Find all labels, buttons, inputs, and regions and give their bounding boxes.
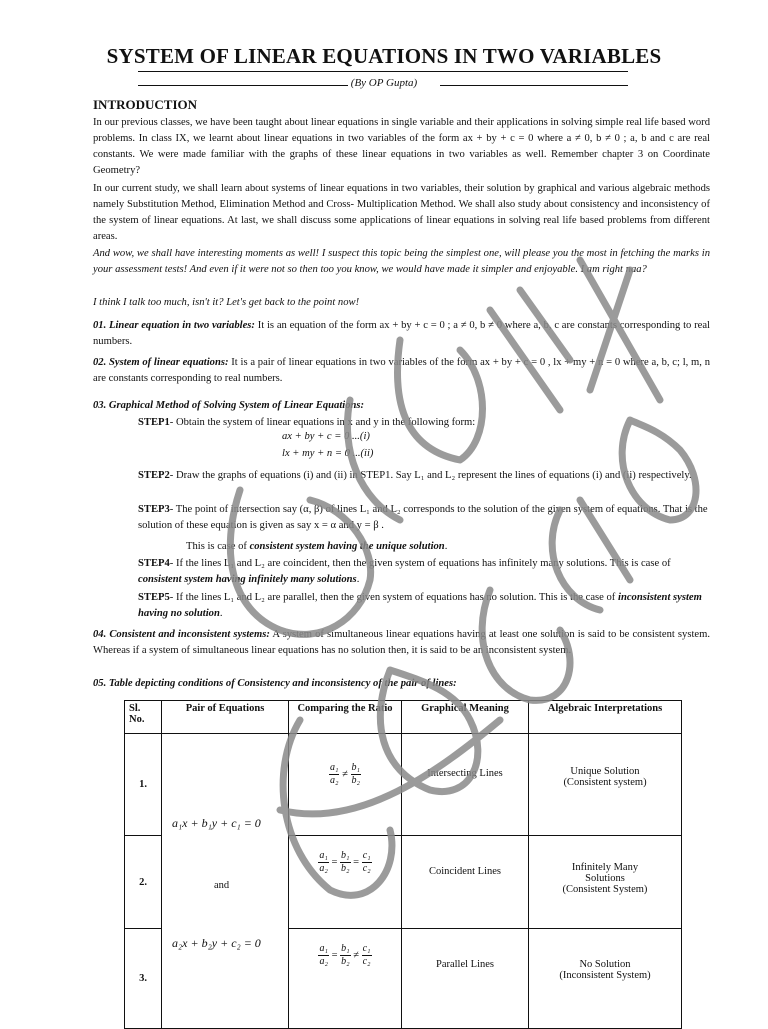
algebraic-line: (Consistent system) (563, 777, 647, 788)
step-3-label: STEP3 (138, 504, 170, 515)
step-1-text: - Obtain the system of linear equations in x and y in the following form: (169, 417, 476, 428)
table-header: Algebraic Interpretations (529, 701, 682, 734)
table-cell-algebraic (529, 734, 682, 836)
step-3-note-prefix: This is case of (186, 541, 250, 552)
ratio-c: $\frac{\text{c₁}}{\text{c₂}}$ (362, 943, 371, 967)
section-02 (93, 355, 710, 387)
table-cell-graphical: Intersecting Lines (402, 734, 529, 836)
algebraic-line: Solutions (585, 873, 625, 884)
step-2-label: STEP2 (138, 470, 170, 481)
ratio-sign: = (331, 856, 338, 868)
section-01 (93, 318, 710, 350)
ratio-a: $\frac{\text{a₁}}{\text{a₂}}$ (330, 762, 339, 786)
intro-paragraph-3: And wow, we shall have interesting moments as well! I suspect this topic being the simplest one, will please you the most in fetching the marks in your assessment tests! And even if it were not so then too you know, we would have made it simpler and enjoyable. I am right naa? (93, 248, 710, 275)
table-cell-ratio (289, 836, 402, 929)
section-05-heading (93, 676, 710, 692)
step-4-text: - If the lines L₁ and L₂ are coincident, then the given system of equations has infinitely many solutions. This is case of (169, 558, 671, 569)
ratio-c: $\frac{\text{c₁}}{\text{c₂}}$ (362, 850, 371, 874)
ratio-sign: = (331, 949, 338, 961)
page-title: SYSTEM OF LINEAR EQUATIONS IN TWO VARIABLES (106, 44, 662, 68)
intro-heading: INTRODUCTION (93, 97, 198, 112)
section-01-heading: 01. Linear equation in two variables: (93, 320, 255, 331)
algebraic-line: Infinitely Many (571, 862, 639, 873)
step-5-label: STEP5 (138, 592, 170, 603)
step-1 (138, 415, 710, 431)
section-05-heading-text: 05. Table depicting conditions of Consistency and inconsistency of the pair of lines: (93, 678, 457, 689)
table-header-row (125, 701, 682, 734)
title-underline (138, 71, 628, 72)
algebraic-line: No Solution (579, 959, 631, 970)
intro-paragraph-2: In our current study, we shall learn about systems of linear equations in two variables, their solution by graphical and various algebraic methods namely Substitution Method, Elimination Method and Cross- Multiplication Method. We shall also study about consistency and inconsistency of the system of linear equations. At last, we shall discuss some applications of linear equations in solving real life based problems from different areas. (93, 183, 710, 242)
step-2 (138, 468, 710, 484)
step-5: STEP5- If the lines L₁ and L₂ are parallel, then the given system of equations has no solution. This is the case of inconsistent system having no solution. (138, 592, 702, 619)
table-header: Sl. No. (125, 701, 162, 734)
ratio-sign: ≠ (342, 768, 348, 780)
table-cell-ratio (289, 734, 402, 836)
consistency-table (124, 700, 682, 1029)
step-3 (138, 502, 710, 534)
author-byline: (By OP Gupta) (350, 77, 418, 89)
ratio-b: $\frac{\text{b₁}}{\text{b₂}}$ (351, 762, 360, 786)
table-cell-sl: 1. (125, 734, 162, 836)
section-04-text: A system of simultaneous linear equations having at least one solution is said to be consistent system. Whereas if a system of simultaneous linear equations has no solution then, it is said to be an inconsistent system. (93, 629, 710, 656)
table-header: Comparing the Ratio (289, 701, 402, 734)
step-2-text: - Draw the graphs of equations (i) and (ii) in STEP1. Say L₁ and L₂ represent the lines of equations (i) and (ii) respectively. (169, 470, 692, 481)
pair-equation-2: a₂x + b₂y + c₂ = 0 (172, 936, 261, 950)
section-02-text: It is a pair of linear equations in two variables of the form ax + by + c = 0 , lx + my + n = 0 where a, b, c; l, m, n are constants corresponding to real numbers. (93, 357, 711, 384)
table-header: Graphical Meaning (402, 701, 529, 734)
pair-and: and (214, 880, 230, 891)
algebraic-line: (Inconsistent System) (559, 970, 651, 981)
table-cell-sl: 3. (125, 929, 162, 1029)
table-header: Pair of Equations (162, 701, 289, 734)
intro-paragraph-4: I think I talk too much, isn't it? Let's get back to the point now! (93, 297, 360, 308)
step-4-label: STEP4 (138, 558, 170, 569)
table-cell-graphical: Parallel Lines (402, 929, 529, 1029)
step-5-text: - If the lines L₁ and L₂ are parallel, then the given system of equations has no solution. This is the case of (169, 592, 618, 603)
ratio-b: $\frac{\text{b₁}}{\text{b₂}}$ (341, 850, 350, 874)
step-1-equation-1: ax + by + c = 0 ...(i) (282, 431, 370, 442)
intro-paragraph-1: In our previous classes, we have been taught about linear equations in single variable and their applications in solving simple real life based word problems. In class IX, we learnt about linear equations in two variables of the form ax + by + c = 0 where a ≠ 0, b ≠ 0 ; a, b and c are real constants. We were made familiar with the graphs of these linear equations in two variables as well. Remember chapter 3 on Coordinate Geometry? (93, 117, 710, 176)
table-row (125, 734, 682, 836)
section-02-heading: 02. System of linear equations: (93, 357, 229, 368)
table-cell-sl: 2. (125, 836, 162, 929)
section-01-text: It is an equation of the form ax + by + c = 0 ; a ≠ 0, b ≠ 0 where a, b, c are constants corresponding to real numbers. (93, 320, 710, 347)
table-cell-graphical: Coincident Lines (402, 836, 529, 929)
ratio-a: $\frac{\text{a₁}}{\text{a₂}}$ (319, 850, 328, 874)
table-cell-pair (162, 734, 289, 1029)
step-1-label: STEP1 (138, 417, 170, 428)
table-cell-algebraic (529, 929, 682, 1029)
ratio-a: $\frac{\text{a₁}}{\text{a₂}}$ (319, 943, 328, 967)
table-cell-ratio (289, 929, 402, 1029)
step-1-equation-2: lx + my + n = 0 ...(ii) (282, 448, 374, 459)
pair-equation-1: a₁x + b₁y + c₁ = 0 (172, 816, 261, 830)
step-5-emphasis: inconsistent system having no solution (138, 592, 702, 619)
ratio-sign: ≠ (353, 949, 359, 961)
section-04-heading: 04. Consistent and inconsistent systems: (93, 629, 270, 640)
algebraic-line: Unique Solution (570, 766, 640, 777)
table-cell-algebraic (529, 836, 682, 929)
step-4: STEP4- If the lines L₁ and L₂ are coincident, then the given system of equations has infinitely many solutions. This is case of consistent system having infinitely many solutions. (138, 558, 671, 585)
step-3-note-emphasis: consistent system having the unique solution (249, 541, 445, 552)
step-3-note: This is case of consistent system having the unique solution. (186, 541, 448, 552)
step-4-emphasis: consistent system having infinitely many solutions (138, 574, 357, 585)
section-03-heading-text: 03. Graphical Method of Solving System of Linear Equations: (93, 400, 365, 411)
algebraic-line: (Consistent System) (562, 884, 648, 895)
section-03-heading (93, 398, 710, 414)
ratio-b: $\frac{\text{b₁}}{\text{b₂}}$ (341, 943, 350, 967)
section-04 (93, 627, 710, 659)
step-3-text: - The point of intersection say (α, β) of lines L₁ and L₂ corresponds to the solution of the given system of equations. That is the solution of these equation is given as say x = α and y = β . (138, 504, 708, 531)
ratio-sign: = (353, 856, 360, 868)
